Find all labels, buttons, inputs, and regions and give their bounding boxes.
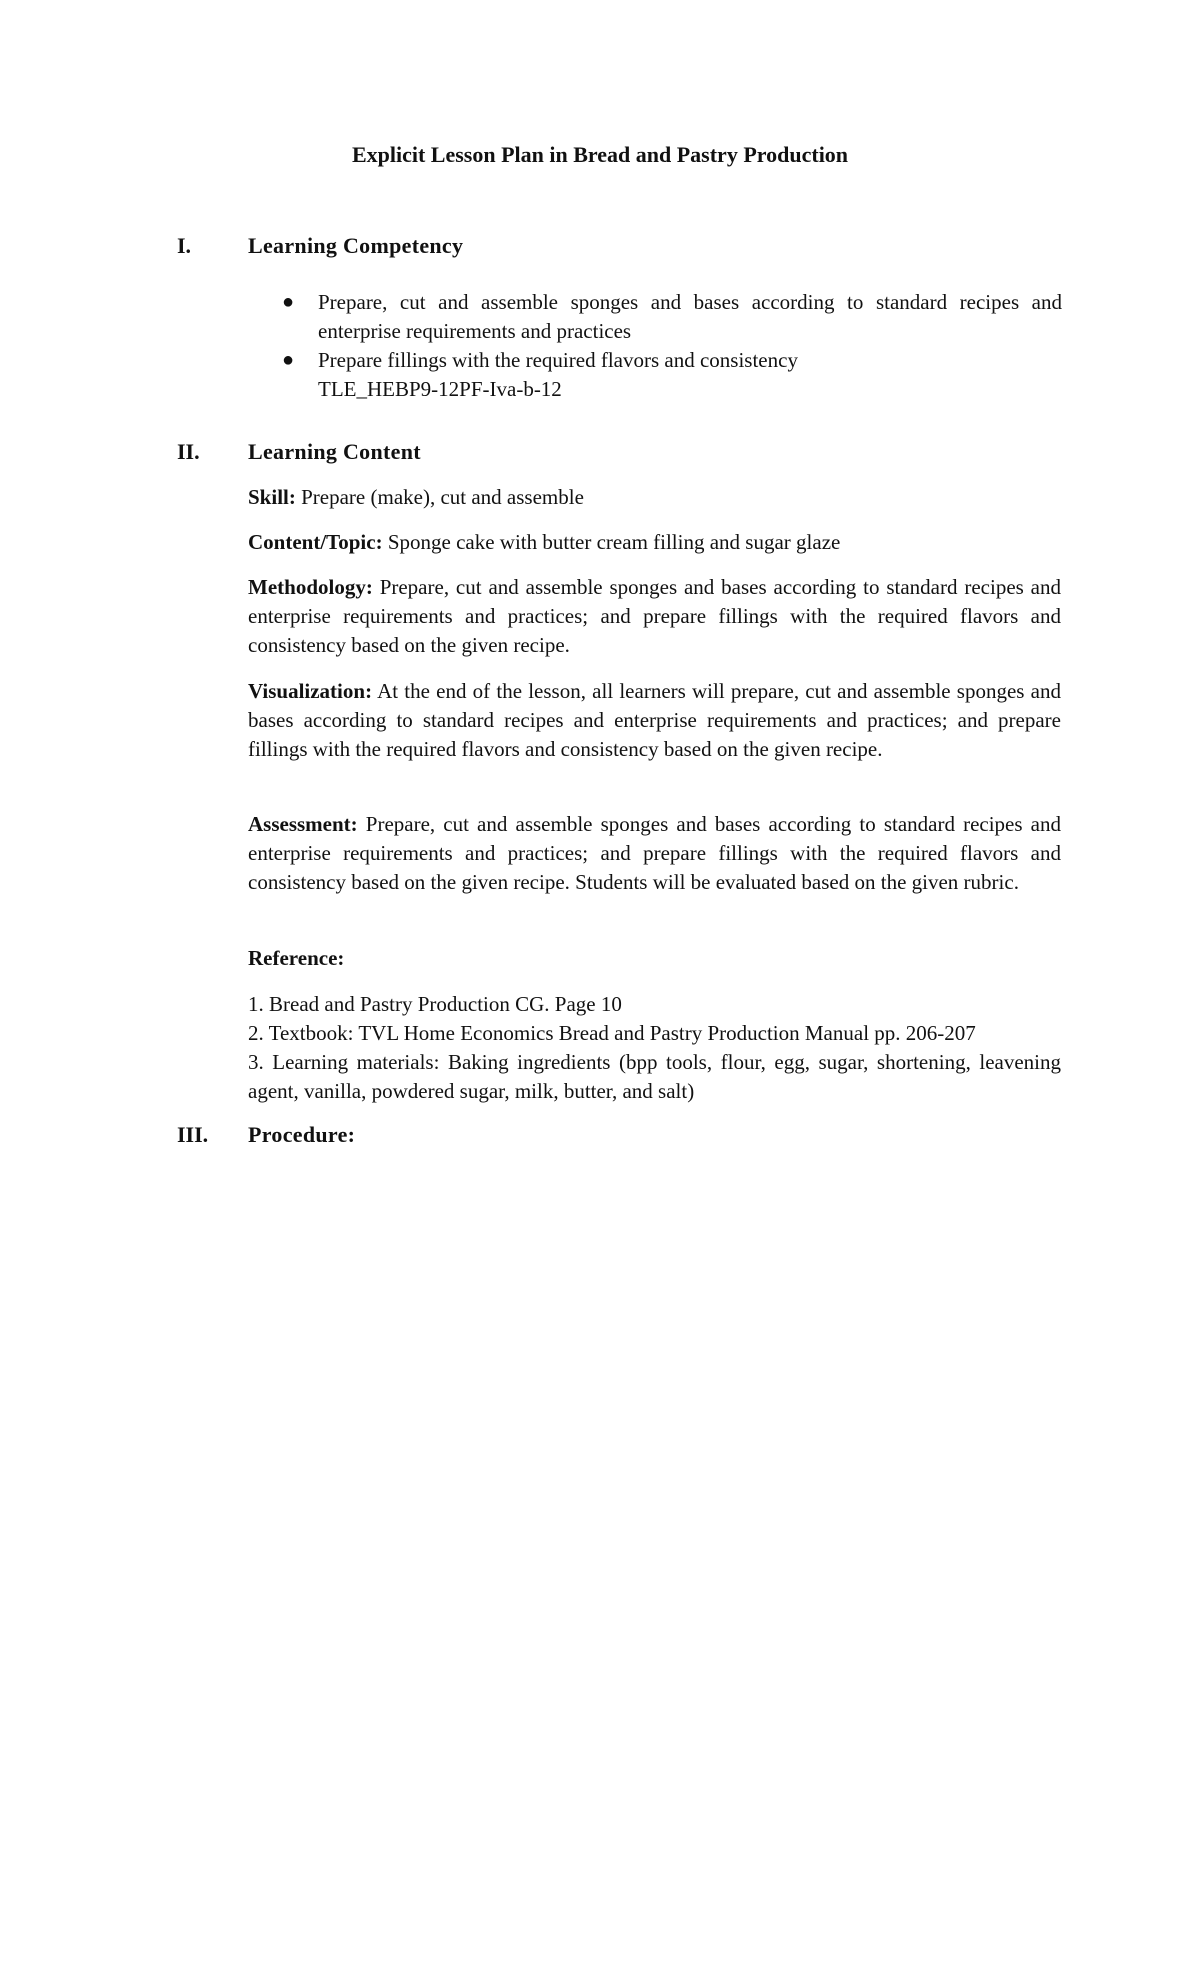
assessment-paragraph <box>248 810 1061 897</box>
bullet-icon: ● <box>282 349 295 371</box>
methodology-text: Prepare, cut and assemble sponges and bases according to standard recipes and enterprise requirements and practices; and prepare fillings with the required flavors and consistency based on the given recipe. <box>248 575 1061 657</box>
list-item <box>282 346 1062 375</box>
section-1-heading: Learning Competency <box>248 233 464 258</box>
section-2-number: II. <box>177 439 200 464</box>
assessment-text: Prepare, cut and assemble sponges and bases according to standard recipes and enterprise requirements and practices; and prepare fillings with the required flavors and consistency based on the given recipe. Students will be evaluated based on the given rubric. <box>248 812 1061 894</box>
reference-item-1: 1. Bread and Pastry Production CG. Page 10 <box>248 992 622 1016</box>
assessment-label: Assessment: <box>248 812 358 836</box>
visualization-label: Visualization: <box>248 679 373 703</box>
topic-paragraph <box>248 528 1061 557</box>
reference-item-3: 3. Learning materials: Baking ingredients (bpp tools, flour, egg, sugar, shortening, leavening agent, vanilla, powdered sugar, milk, butter, and salt) <box>248 1050 1061 1103</box>
list-item <box>282 288 1062 346</box>
reference-heading <box>248 944 1061 973</box>
competency-code: TLE_HEBP9-12PF-Iva-b-12 <box>318 377 562 401</box>
skill-label: Skill: <box>248 485 296 509</box>
skill-paragraph <box>248 483 1061 512</box>
visualization-paragraph <box>248 677 1061 764</box>
document-title: Explicit Lesson Plan in Bread and Pastry Production <box>351 142 849 167</box>
section-3-heading: Procedure: <box>248 1122 356 1147</box>
topic-text: Sponge cake with butter cream filling and sugar glaze <box>387 530 841 554</box>
methodology-paragraph <box>248 573 1061 660</box>
reference-item-2: 2. Textbook: TVL Home Economics Bread and Pastry Production Manual pp. 206-207 <box>248 1021 976 1045</box>
visualization-text: At the end of the lesson, all learners will prepare, cut and assemble sponges and bases according to standard recipes and enterprise requirements and practices; and prepare fillings with the required flavors and consistency based on the given recipe. <box>248 679 1061 761</box>
section-2-heading: Learning Content <box>248 439 421 464</box>
section-1-number: I. <box>177 233 192 258</box>
skill-text: Prepare (make), cut and assemble <box>301 485 584 509</box>
competency-list <box>282 288 1062 375</box>
topic-label: Content/Topic: <box>248 530 383 554</box>
reference-label: Reference: <box>248 946 345 970</box>
section-3-number: III. <box>177 1122 209 1147</box>
competency-text: Prepare, cut and assemble sponges and bases according to standard recipes and enterprise requirements and practices <box>318 290 1062 343</box>
competency-text: Prepare fillings with the required flavors and consistency <box>318 348 798 372</box>
bullet-icon: ● <box>282 291 295 313</box>
methodology-label: Methodology: <box>248 575 373 599</box>
